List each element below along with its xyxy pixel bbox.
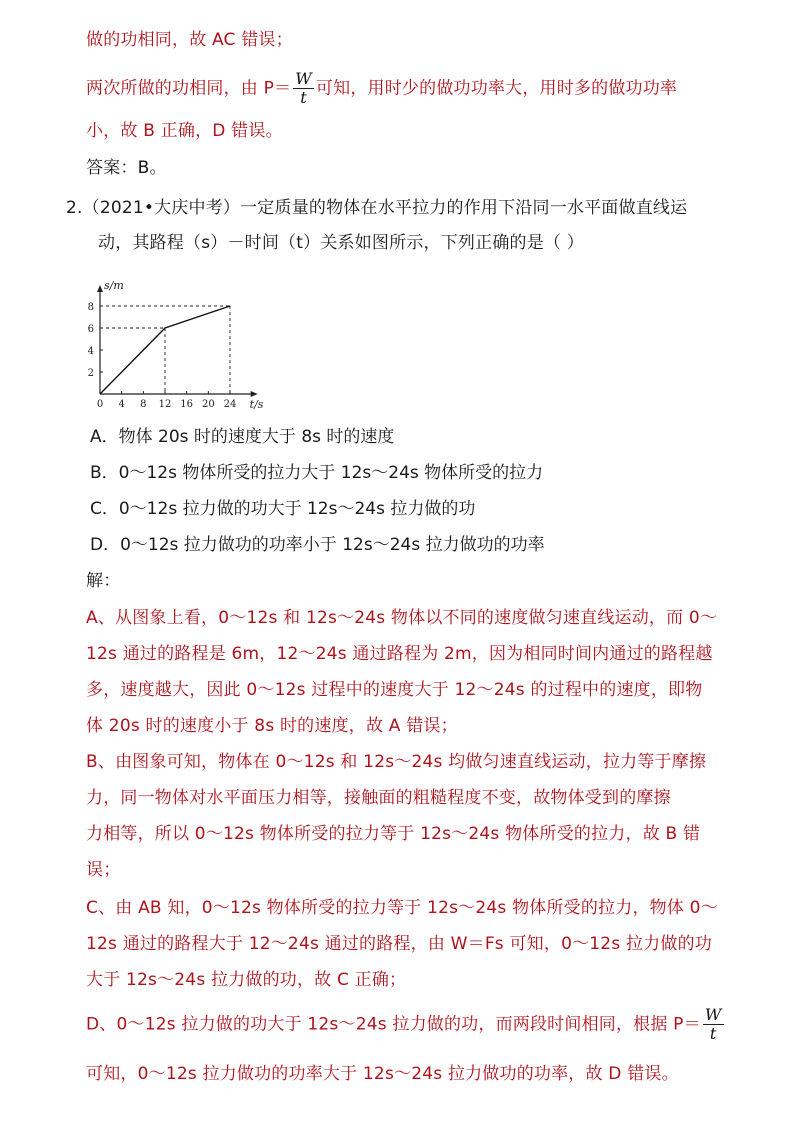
x-tick-label: 8 (140, 399, 147, 410)
power-formula-fraction (293, 70, 314, 107)
fraction-denominator: t (300, 88, 307, 107)
fraction-numerator-2: W (704, 1005, 722, 1024)
prev-line-2a: 两次所做的功相同，由 P＝ (86, 78, 292, 99)
y-axis-arrow (97, 285, 103, 292)
x-tick-label: 4 (118, 399, 125, 410)
fraction-numerator: W (295, 69, 312, 88)
x-tick-label: 16 (180, 399, 194, 410)
y-axis-label: s/m (104, 279, 124, 292)
solution-c-2: 12s 通过的路程大于 12～24s 通过的路程，由 W＝Fs 可知，0～12s 拉力做的功 (86, 934, 712, 954)
fraction-denominator-2: t (709, 1024, 717, 1043)
solution-c-1: C、由 AB 知，0～12s 物体所受的拉力等于 12s～24s 物体所受的拉力，物体 0～ (86, 898, 718, 918)
solution-label: 解： (86, 571, 121, 591)
y-tick-label: 4 (87, 346, 94, 357)
solution-b-3: 力相等，所以 0～12s 物体所受的拉力等于 12s～24s 物体所受的拉力，故 B 错 (86, 824, 701, 844)
x-axis-label: t/s (249, 398, 264, 411)
option-b: B．0～12s 物体所受的拉力大于 12s～24s 物体所受的拉力 (90, 463, 544, 483)
prev-line-1: 做的功相同，故 AC 错误； (86, 30, 293, 50)
option-c: C．0～12s 拉力做的功大于 12s～24s 拉力做的功 (90, 499, 476, 519)
solution-a-2: 12s 通过的路程是 6m，12～24s 通过路程为 2m，因为相同时间内通过的路程越 (86, 644, 713, 664)
prev-line-2 (86, 70, 677, 107)
st-graph (80, 262, 280, 412)
power-formula-fraction-2 (703, 1006, 724, 1043)
x-tick-label: 20 (201, 399, 215, 410)
solution-b-4: 误； (86, 860, 121, 880)
solution-a-1: A、从图象上看，0～12s 和 12s～24s 物体以不同的速度做匀速直线运动，而 0～ (86, 608, 718, 628)
x-tick-label: 24 (223, 399, 237, 410)
prev-line-3: 小，故 B 正确，D 错误。 (86, 121, 283, 141)
solution-b-1: B、由图象可知，物体在 0～12s 和 12s～24s 均做匀速直线运动，拉力等于摩擦 (86, 752, 707, 772)
x-tick-label: 12 (158, 399, 172, 410)
option-a: A．物体 20s 时的速度大于 8s 时的速度 (90, 427, 395, 447)
series-line (100, 306, 230, 394)
solution-a-4: 体 20s 时的速度小于 8s 时的速度，故 A 错误； (86, 716, 458, 736)
y-tick-label: 2 (87, 368, 94, 379)
solution-d-2: 可知，0～12s 拉力做功的功率大于 12s～24s 拉力做功的功率，故 D 错误。 (86, 1064, 679, 1084)
y-tick-label: 6 (87, 324, 94, 335)
x-tick-label: 0 (96, 399, 104, 410)
y-tick-label: 8 (87, 302, 94, 313)
question-stem-line-2: 动，其路程（s）－时间（t）关系如图所示，下列正确的是（ ） (98, 233, 584, 253)
question-stem-line-1: 2.（2021•大庆中考）一定质量的物体在水平拉力的作用下沿同一水平面做直线运 (66, 198, 688, 218)
solution-c-3: 大于 12s～24s 拉力做的功，故 C 正确； (86, 970, 407, 990)
prev-answer: 答案：B。 (86, 158, 167, 178)
prev-line-2b: 可知，用时少的做功功率大，用时多的做功功率 (315, 78, 678, 99)
solution-d-1-text: D、0～12s 拉力做的功大于 12s～24s 拉力做的功，而两段时间相同，根据 P＝ (86, 1014, 701, 1035)
option-d: D．0～12s 拉力做功的功率小于 12s～24s 拉力做功的功率 (90, 535, 545, 555)
solution-b-2: 力，同一物体对水平面压力相等，接触面的粗糙程度不变，故物体受到的摩擦 (86, 788, 671, 808)
solution-a-3: 多，速度越大，因此 0～12s 过程中的速度大于 12～24s 的过程中的速度，即物 (86, 680, 703, 700)
solution-d-1 (86, 1006, 726, 1043)
x-axis-arrow (251, 391, 258, 397)
